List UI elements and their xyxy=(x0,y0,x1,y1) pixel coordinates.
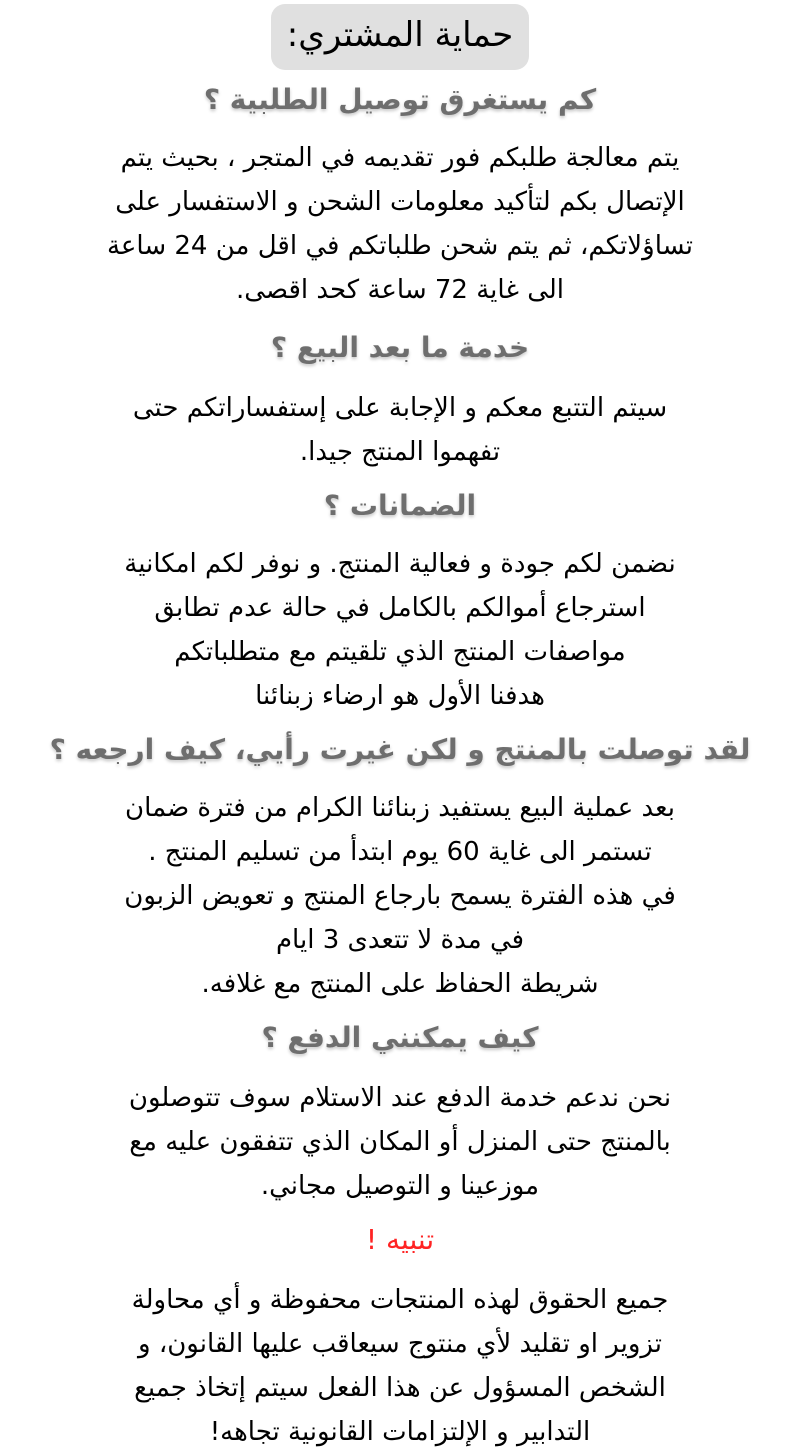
faq-question: خدمة ما بعد البيع ؟ xyxy=(270,331,530,364)
faq-question: لقد توصلت بالمنتج و لكن غيرت رأيي، كيف ارجعه ؟ xyxy=(49,733,751,766)
page-title: حماية المشتري: xyxy=(271,4,529,70)
faq-section-after-sales xyxy=(12,328,788,474)
warning-text: جميع الحقوق لهذه المنتجات محفوظة و أي محاولة تزوير او تقليد لأي منتوج سيعاقب عليها القانون، و الشخص المسؤول عن هذا الفعل سيتم إتخاذ جميع التدابير و الإلتزامات القانونية تجاهه! xyxy=(131,1285,669,1447)
faq-section-delivery-time xyxy=(12,80,788,312)
faq-section-warning xyxy=(12,1220,788,1454)
faq-answer: بعد عملية البيع يستفيد زبنائنا الكرام من فترة ضمان تستمر الى غاية 60 يوم ابتدأ من تسليم المنتج . في هذه الفترة يسمح بارجاع المنتج و تعويض الزبون في مدة لا تتعدى 3 ايام شريطة الحفاظ على المنتج مع غلافه. xyxy=(124,793,676,999)
faq-answer: نضمن لكم جودة و فعالية المنتج. و نوفر لكم امكانية استرجاع أموالكم بالكامل في حالة عدم تطابق مواصفات المنتج الذي تلقيتم مع متطلباتكم هدفنا الأول هو ارضاء زبنائنا xyxy=(124,549,676,711)
faq-question: كيف يمكنني الدفع ؟ xyxy=(261,1021,539,1054)
faq-section-payment xyxy=(12,1018,788,1208)
faq-question: الضمانات ؟ xyxy=(323,489,477,522)
faq-section-returns xyxy=(12,730,788,1006)
warning-heading: تنبيه ! xyxy=(365,1223,435,1256)
faq-answer: نحن ندعم خدمة الدفع عند الاستلام سوف تتوصلون بالمنتج حتى المنزل أو المكان الذي تتفقون عليه مع موزعينا و التوصيل مجاني. xyxy=(128,1083,672,1201)
faq-answer: يتم معالجة طلبكم فور تقديمه في المتجر ، بحيث يتم الإتصال بكم لتأكيد معلومات الشحن و الاستفسار على تساؤلاتكم، ثم يتم شحن طلباتكم في اقل من 24 ساعة الى غاية 72 ساعة كحد اقصى. xyxy=(106,143,694,305)
faq-answer: سيتم التتبع معكم و الإجابة على إستفساراتكم حتى تفهموا المنتج جيدا. xyxy=(132,393,668,467)
faq-question: كم يستغرق توصيل الطلبية ؟ xyxy=(203,83,597,116)
faq-section-guarantees xyxy=(12,486,788,718)
title-container xyxy=(12,4,788,70)
